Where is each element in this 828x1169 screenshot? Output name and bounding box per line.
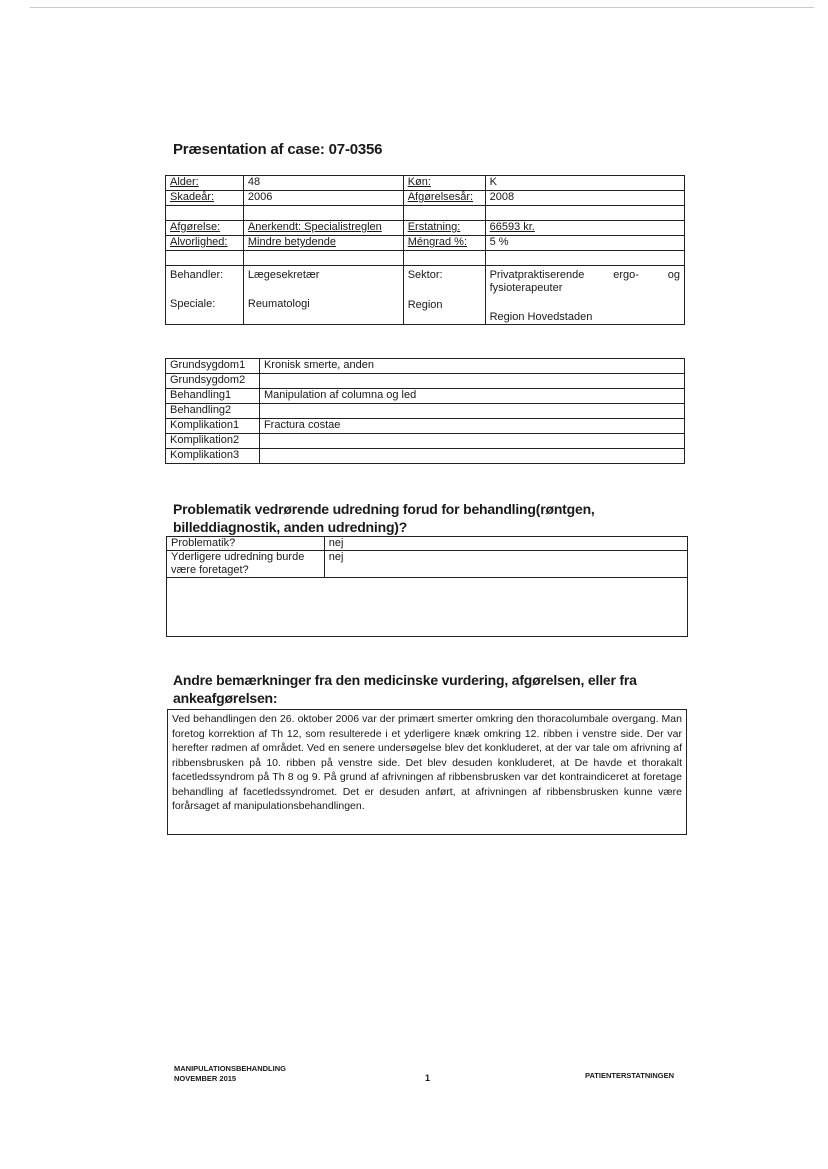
empty-row [166, 206, 685, 221]
remarks-text: Ved behandlingen den 26. oktober 2006 var der primært smerter omkring den thoracolumbale overgang. Man foretog korrektion af Th 12, som resulterede i et yderligere knæk omkring 12. ribben i venstre side. Der var herefter rødmen af området. Ved en senere undersøgelse blev det konkluderet, at der var tale om afrivning af ribbensbrusken på 10. ribben på venstre side. Det blev desuden konkluderet, at De havde et thorakalt facetledssyndrom på Th 8 og 9. På grund af afrivningen af ribbensbrusken var det kontraindiceret at foretage behandling af facetledssyndromet. Det er desuden anført, at afrivningen af ribbensbrusken kunne være forårsaget af manipulationsbehandlingen. [167, 709, 687, 835]
sector-region-values [485, 266, 684, 325]
footer-left [174, 1064, 286, 1084]
sector-line-2: fysioterapeuter [489, 282, 563, 294]
diagnosis-label: Grundsygdom2 [166, 374, 260, 389]
sector-word-3: og [667, 269, 680, 281]
severity-value: Mindre betydende [243, 236, 403, 251]
diagnosis-label: Komplikation1 [166, 419, 260, 434]
age-label: Alder: [166, 176, 244, 191]
injury-year-value: 2006 [243, 191, 403, 206]
decision-label: Afgørelse: [166, 221, 244, 236]
age-value: 48 [243, 176, 403, 191]
diagnosis-value [259, 374, 684, 389]
case-table [165, 175, 685, 325]
decision-value: Anerkendt: Specialistreglen [243, 221, 403, 236]
region-value: Region Hovedstaden [489, 311, 593, 323]
diagnosis-value [259, 434, 684, 449]
diagnosis-table [165, 358, 685, 464]
diagnosis-label: Grundsygdom1 [166, 359, 260, 374]
sector-label: Sektor: [407, 269, 443, 281]
disability-value: 5 % [485, 236, 684, 251]
sector-word-1: Privatpraktiserende [489, 269, 585, 281]
page-title: Præsentation af case: 07-0356 [173, 141, 383, 158]
problem-heading: Problematik vedrørende udredning forud for behandling(røntgen, billeddiagnostik, anden udredning)? [173, 501, 595, 535]
severity-label: Alvorlighed: [166, 236, 244, 251]
sector-line-1 [490, 269, 680, 282]
sex-label: Køn: [403, 176, 485, 191]
sector-region-labels [403, 266, 485, 325]
sector-word-2: ergo- [613, 269, 639, 281]
decision-year-label: Afgørelsesår: [403, 191, 485, 206]
injury-year-label: Skadeår: [166, 191, 244, 206]
practitioner-value: Lægesekretær [247, 269, 320, 281]
footer-right: PATIENTERSTATNINGEN [585, 1071, 675, 1080]
top-rule [30, 7, 814, 8]
empty-notes-row [167, 578, 688, 637]
remarks-heading: Andre bemærkninger fra den medicinske vurdering, afgørelsen, eller fra ankeafgørelsen: [173, 672, 637, 706]
specialty-value: Reumatologi [247, 298, 310, 310]
diagnosis-value: Kronisk smerte, anden [259, 359, 684, 374]
diagnosis-label: Behandling1 [166, 389, 260, 404]
region-label: Region [407, 299, 443, 311]
diagnosis-value [259, 449, 684, 464]
problem-table [166, 536, 688, 637]
practitioner-specialty-labels [166, 266, 244, 325]
decision-year-value: 2008 [485, 191, 684, 206]
footer-title: MANIPULATIONSBEHANDLING [174, 1064, 286, 1073]
compensation-label: Erstatning: [403, 221, 485, 236]
sex-value: K [485, 176, 684, 191]
practitioner-label: Behandler: [170, 269, 224, 281]
diagnosis-value [259, 404, 684, 419]
specialty-label: Speciale: [170, 298, 216, 310]
compensation-value: 66593 kr. [485, 221, 684, 236]
diagnosis-label: Behandling2 [166, 404, 260, 419]
footer-date: NOVEMBER 2015 [174, 1074, 237, 1083]
diagnosis-value: Manipulation af columna og led [259, 389, 684, 404]
diagnosis-label: Komplikation2 [166, 434, 260, 449]
diagnosis-label: Komplikation3 [166, 449, 260, 464]
further-investigation-question: Yderligere udredning burde være foretaget? [167, 551, 325, 578]
diagnosis-value: Fractura costae [259, 419, 684, 434]
page-number: 1 [425, 1073, 431, 1083]
empty-row [166, 251, 685, 266]
practitioner-specialty-values [243, 266, 403, 325]
problem-question: Problematik? [167, 537, 325, 551]
problem-answer: nej [324, 537, 687, 551]
disability-label: Méngrad %: [403, 236, 485, 251]
further-investigation-answer: nej [324, 551, 687, 578]
